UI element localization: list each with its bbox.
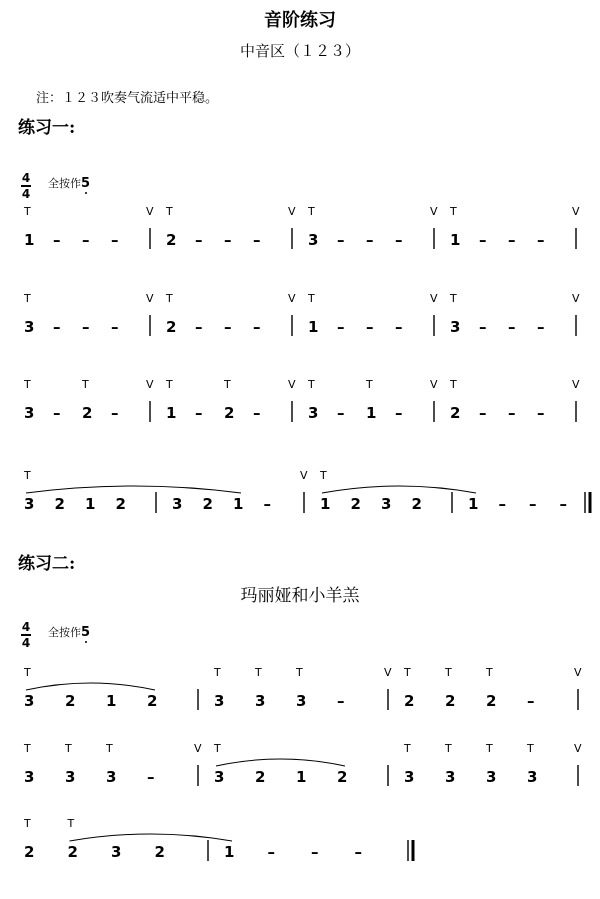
dash: – — [53, 231, 61, 249]
note-3: 3 — [486, 768, 497, 786]
note-3: 3 — [255, 692, 266, 710]
tonguing-mark: T — [404, 666, 411, 679]
note-3: 3 — [24, 495, 35, 513]
tonguing-mark: T — [255, 666, 262, 679]
dash: – — [224, 231, 232, 249]
tonguing-mark: T — [166, 205, 173, 218]
note-2: 2 — [115, 495, 126, 513]
dash: – — [337, 692, 345, 710]
breath-mark: V — [146, 292, 154, 305]
dash: – — [53, 404, 61, 422]
breath-mark: V — [430, 378, 438, 391]
breath-mark: V — [288, 205, 296, 218]
fingering-key-note: 5 — [81, 176, 91, 191]
note-1: 1 — [468, 495, 479, 513]
breath-mark: V — [574, 742, 582, 755]
note-3: 3 — [308, 231, 319, 249]
slur — [26, 486, 241, 493]
note-1: 1 — [308, 318, 319, 336]
note-2: 2 — [65, 692, 76, 710]
note-3: 3 — [450, 318, 461, 336]
breath-mark: V — [194, 742, 202, 755]
dash: – — [395, 231, 403, 249]
dash: – — [529, 495, 537, 513]
breath-mark: V — [572, 292, 580, 305]
breath-mark: V — [572, 378, 580, 391]
note-3: 3 — [308, 404, 319, 422]
dash: – — [508, 231, 516, 249]
dash: – — [395, 404, 403, 422]
dash: – — [195, 231, 203, 249]
time-signature-bottom: 4 — [21, 186, 31, 201]
breath-mark: V — [146, 378, 154, 391]
note-2: 2 — [337, 768, 348, 786]
dash: – — [479, 404, 487, 422]
dash: – — [395, 318, 403, 336]
note-1: 1 — [450, 231, 461, 249]
tonguing-mark: T — [24, 742, 31, 755]
note-2: 2 — [202, 495, 213, 513]
breath-mark: V — [430, 205, 438, 218]
dash: – — [337, 231, 345, 249]
dash: – — [498, 495, 506, 513]
tonguing-mark: T — [106, 742, 113, 755]
note-1: 1 — [366, 404, 377, 422]
note-1: 1 — [296, 768, 307, 786]
page-title: 音阶练习 — [264, 10, 336, 31]
breath-mark: V — [572, 205, 580, 218]
slur — [70, 834, 233, 841]
dash: – — [224, 318, 232, 336]
note-3: 3 — [527, 768, 538, 786]
dash: – — [508, 404, 516, 422]
tonguing-mark: T — [445, 666, 452, 679]
dash: – — [508, 318, 516, 336]
tonguing-mark: T — [82, 378, 89, 391]
dash: – — [479, 318, 487, 336]
tonguing-mark: T — [404, 742, 411, 755]
slur — [26, 683, 155, 690]
note-2: 2 — [67, 843, 78, 861]
tonguing-mark: T — [24, 378, 31, 391]
tonguing-mark: T — [166, 378, 173, 391]
note-3: 3 — [296, 692, 307, 710]
breath-mark: V — [574, 666, 582, 679]
note-1: 1 — [106, 692, 117, 710]
note-1: 1 — [224, 843, 235, 861]
tonguing-mark: T — [486, 742, 493, 755]
note-2: 2 — [445, 692, 456, 710]
tonguing-mark: T — [445, 742, 452, 755]
note-3: 3 — [445, 768, 456, 786]
note-3: 3 — [65, 768, 76, 786]
tonguing-mark: T — [24, 205, 31, 218]
tonguing-mark: T — [214, 666, 221, 679]
tonguing-mark: T — [296, 666, 303, 679]
tonguing-mark: T — [65, 742, 72, 755]
tonguing-mark: T — [320, 469, 327, 482]
tonguing-mark: T — [24, 292, 31, 305]
dash: – — [111, 404, 119, 422]
dash: – — [479, 231, 487, 249]
note-2: 2 — [54, 495, 65, 513]
dash: – — [354, 843, 362, 861]
note-3: 3 — [214, 692, 225, 710]
tonguing-mark: T — [308, 378, 315, 391]
dash: – — [267, 843, 275, 861]
fingering-key-note: 5 — [81, 625, 91, 640]
note-3: 3 — [106, 768, 117, 786]
dash: – — [253, 318, 261, 336]
tonguing-mark: T — [450, 292, 457, 305]
note-1: 1 — [85, 495, 96, 513]
note-2: 2 — [350, 495, 361, 513]
dash: – — [527, 692, 535, 710]
note-2: 2 — [486, 692, 497, 710]
breath-mark: V — [288, 292, 296, 305]
note-2: 2 — [404, 692, 415, 710]
tonguing-mark: T — [308, 205, 315, 218]
note-3: 3 — [111, 843, 122, 861]
note-3: 3 — [214, 768, 225, 786]
fingering-prefix: 全按作 — [48, 177, 81, 190]
tonguing-mark: T — [224, 378, 231, 391]
dash: – — [337, 404, 345, 422]
dash: – — [82, 318, 90, 336]
breath-mark: V — [288, 378, 296, 391]
note-1: 1 — [233, 495, 244, 513]
dash: – — [253, 404, 261, 422]
note-3: 3 — [24, 404, 35, 422]
note-2: 2 — [24, 843, 35, 861]
performance-note: 注：１２３吹奏气流适中平稳。 — [36, 91, 219, 106]
dash: – — [111, 318, 119, 336]
dash: – — [253, 231, 261, 249]
tonguing-mark: T — [450, 378, 457, 391]
note-2: 2 — [166, 318, 177, 336]
tonguing-mark: T — [308, 292, 315, 305]
note-2: 2 — [224, 404, 235, 422]
dash: – — [195, 404, 203, 422]
note-2: 2 — [154, 843, 165, 861]
tonguing-mark: T — [527, 742, 534, 755]
note-2: 2 — [147, 692, 158, 710]
dash: – — [263, 495, 271, 513]
time-signature-top: 4 — [21, 620, 31, 634]
dash: – — [311, 843, 319, 861]
tonguing-mark: T — [24, 666, 31, 679]
note-2: 2 — [411, 495, 422, 513]
dash: – — [82, 231, 90, 249]
exercise-2-heading: 练习二: — [18, 554, 76, 574]
time-signature-top: 4 — [21, 171, 31, 185]
dash: – — [53, 318, 61, 336]
dash: – — [111, 231, 119, 249]
breath-mark: V — [300, 469, 308, 482]
dash: – — [537, 231, 545, 249]
note-3: 3 — [24, 692, 35, 710]
tonguing-mark: T — [166, 292, 173, 305]
slur — [216, 759, 345, 766]
note-3: 3 — [24, 768, 35, 786]
fingering-prefix: 全按作 — [48, 626, 81, 639]
note-3: 3 — [172, 495, 183, 513]
tonguing-mark: T — [366, 378, 373, 391]
note-1: 1 — [166, 404, 177, 422]
breath-mark: V — [430, 292, 438, 305]
tonguing-mark: T — [486, 666, 493, 679]
note-2: 2 — [450, 404, 461, 422]
dash: – — [559, 495, 567, 513]
tonguing-mark: T — [24, 469, 31, 482]
note-3: 3 — [24, 318, 35, 336]
dash: – — [537, 404, 545, 422]
dash: – — [366, 318, 374, 336]
tonguing-mark: T — [214, 742, 221, 755]
note-2: 2 — [166, 231, 177, 249]
breath-mark: V — [384, 666, 392, 679]
exercise-1-heading: 练习一: — [18, 118, 76, 138]
dash: – — [195, 318, 203, 336]
note-1: 1 — [24, 231, 35, 249]
note-2: 2 — [255, 768, 266, 786]
dash: – — [147, 768, 155, 786]
note-2: 2 — [82, 404, 93, 422]
song-title: 玛丽娅和小羊羔 — [240, 586, 360, 606]
dash: – — [537, 318, 545, 336]
breath-mark: V — [146, 205, 154, 218]
note-3: 3 — [404, 768, 415, 786]
note-3: 3 — [381, 495, 392, 513]
dash: – — [366, 231, 374, 249]
time-signature-bottom: 4 — [21, 635, 31, 650]
tonguing-mark: T — [450, 205, 457, 218]
dash: – — [337, 318, 345, 336]
page-subtitle: 中音区（１２３） — [239, 42, 360, 60]
slur — [322, 486, 476, 493]
note-1: 1 — [320, 495, 331, 513]
tonguing-mark: T — [67, 817, 75, 830]
tonguing-mark: T — [24, 817, 31, 830]
